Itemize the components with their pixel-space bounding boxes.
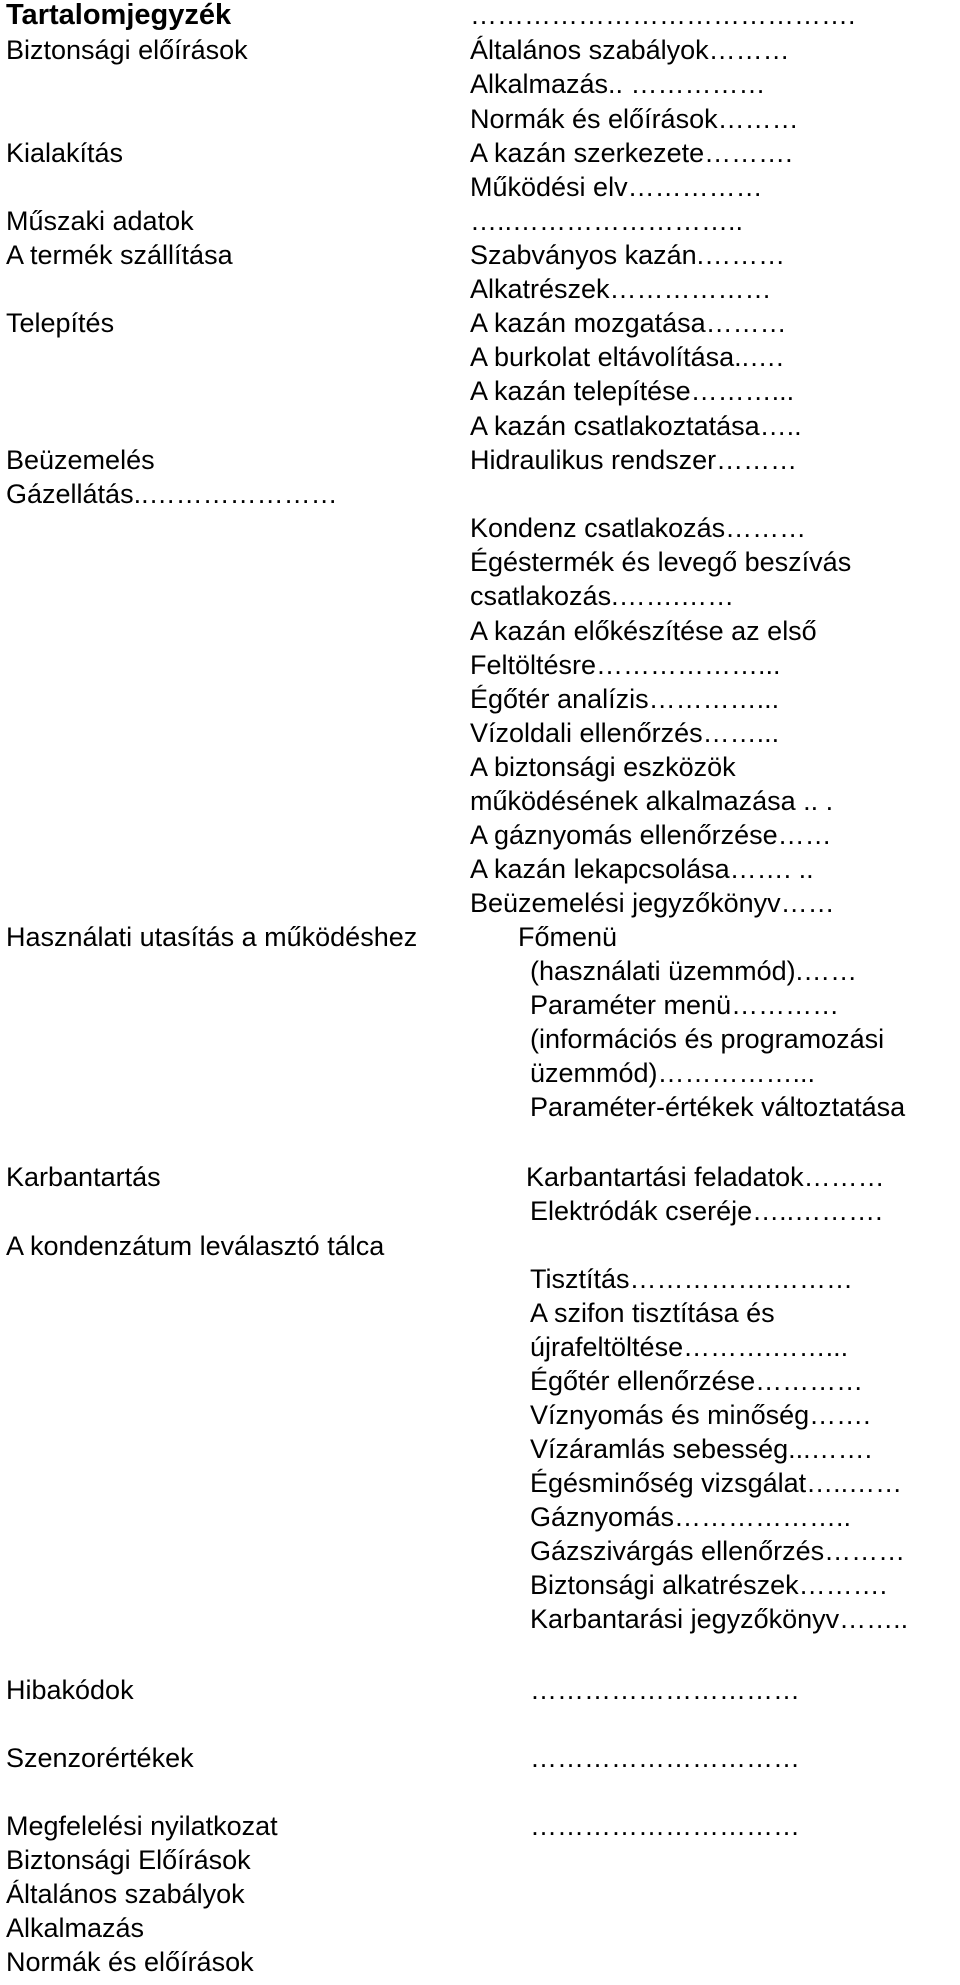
toc-entry[interactable]: Karbantarási jegyzőkönyv…….. bbox=[530, 1604, 909, 1634]
toc-section-szallitas[interactable]: A termék szállítása bbox=[6, 240, 233, 270]
toc-entry[interactable]: Tisztítás…………….……… bbox=[530, 1264, 854, 1294]
toc-section-normak[interactable]: Normák és előírások bbox=[6, 1947, 254, 1977]
toc-entry[interactable]: Víznyomás és minőség……. bbox=[530, 1400, 871, 1430]
toc-entry[interactable]: Általános szabályok……… bbox=[470, 35, 790, 65]
toc-entry[interactable]: A kazán csatlakoztatása….. bbox=[470, 411, 802, 441]
toc-entry[interactable]: Paraméter menü………… bbox=[530, 990, 840, 1020]
toc-section-muszaki[interactable]: Műszaki adatok bbox=[6, 206, 194, 236]
toc-entry[interactable]: A szifon tisztítása és bbox=[530, 1298, 775, 1328]
toc-entry[interactable]: A kazán lekapcsolása……. .. bbox=[470, 854, 814, 884]
toc-entry[interactable]: újrafeltöltése……….……... bbox=[530, 1332, 849, 1362]
toc-entry[interactable]: üzemmód)……………... bbox=[530, 1058, 816, 1088]
toc-entry[interactable]: Főmenü bbox=[518, 922, 618, 952]
toc-entry[interactable]: Égőtér ellenőrzése………… bbox=[530, 1366, 864, 1396]
toc-entry[interactable]: Égőtér analízis…………... bbox=[470, 684, 780, 714]
toc-section-biztonsagi-eloirasok[interactable]: Biztonsági Előírások bbox=[6, 1845, 251, 1875]
toc-entry[interactable]: (használati üzemmód).…… bbox=[530, 956, 858, 986]
toc-entry[interactable]: Paraméter-értékek változtatása bbox=[530, 1092, 906, 1122]
toc-entry[interactable]: csatlakozás.…….…… bbox=[470, 581, 735, 611]
toc-section-beuzemeles[interactable]: Beüzemelés bbox=[6, 445, 155, 475]
toc-entry[interactable]: Normák és előírások……… bbox=[470, 104, 799, 134]
toc-entry[interactable]: ……………………………………. bbox=[470, 0, 856, 30]
page-title: Tartalomjegyzék bbox=[6, 0, 232, 31]
toc-entry[interactable]: Biztonsági alkatrészek………. bbox=[530, 1570, 888, 1600]
toc-section-hibakodok[interactable]: Hibakódok bbox=[6, 1675, 134, 1705]
toc-entry[interactable]: Beüzemelési jegyzőkönyv…… bbox=[470, 888, 835, 918]
toc-entry[interactable]: Feltöltésre………………... bbox=[470, 650, 781, 680]
toc-entry[interactable]: Működési elv…………… bbox=[470, 172, 763, 202]
toc-section-gazellatas[interactable]: Gázellátás..………………… bbox=[6, 479, 338, 509]
toc-entry[interactable]: Gázszivárgás ellenőrzés……… bbox=[530, 1536, 906, 1566]
toc-section-telepites[interactable]: Telepítés bbox=[6, 308, 115, 338]
toc-entry[interactable]: Gáznyomás……………….. bbox=[530, 1502, 852, 1532]
toc-section-hasznalati[interactable]: Használati utasítás a működéshez bbox=[6, 922, 418, 952]
toc-entry[interactable]: Égésminőség vizsgálat…..…… bbox=[530, 1468, 903, 1498]
toc-entry[interactable]: ………………………… bbox=[530, 1743, 800, 1773]
toc-entry[interactable]: Hidraulikus rendszer……… bbox=[470, 445, 798, 475]
toc-entry[interactable]: Alkalmazás.. …………… bbox=[470, 69, 766, 99]
toc-entry[interactable]: Vízáramlás sebesség...……. bbox=[530, 1434, 873, 1464]
toc-section-altalanos[interactable]: Általános szabályok bbox=[6, 1879, 245, 1909]
toc-entry[interactable]: ………………………… bbox=[530, 1675, 800, 1705]
toc-entry[interactable]: működésének alkalmazása .. . bbox=[470, 786, 834, 816]
toc-entry[interactable]: Karbantartási feladatok……… bbox=[526, 1162, 885, 1192]
toc-entry[interactable]: …..…………………….. bbox=[470, 206, 744, 236]
toc-section-alkalmazas[interactable]: Alkalmazás bbox=[6, 1913, 145, 1943]
toc-entry[interactable]: A kazán mozgatása……… bbox=[470, 308, 787, 338]
toc-entry[interactable]: ………………………… bbox=[530, 1811, 800, 1841]
toc-entry[interactable]: Szabványos kazán.……… bbox=[470, 240, 786, 270]
toc-section-karbantartas[interactable]: Karbantartás bbox=[6, 1162, 161, 1192]
toc-section-biztonsagi[interactable]: Biztonsági előírások bbox=[6, 35, 248, 65]
toc-section-szenzor[interactable]: Szenzorértékek bbox=[6, 1743, 194, 1773]
toc-section-kialakitas[interactable]: Kialakítás bbox=[6, 138, 124, 168]
toc-entry[interactable]: Alkatrészek……………… bbox=[470, 274, 772, 304]
toc-entry[interactable]: Vízoldali ellenőrzés……... bbox=[470, 718, 780, 748]
toc-entry[interactable]: A burkolat eltávolítása..…. bbox=[470, 342, 784, 372]
toc-entry[interactable]: A kazán szerkezete………. bbox=[470, 138, 793, 168]
toc-section-megfelelesi[interactable]: Megfelelési nyilatkozat bbox=[6, 1811, 278, 1841]
toc-entry[interactable]: A kazán előkészítése az első bbox=[470, 616, 817, 646]
toc-entry[interactable]: A kazán telepítése………... bbox=[470, 376, 795, 406]
toc-entry[interactable]: Kondenz csatlakozás……… bbox=[470, 513, 807, 543]
toc-entry[interactable]: A gáznyomás ellenőrzése…… bbox=[470, 820, 832, 850]
toc-entry[interactable]: A biztonsági eszközök bbox=[470, 752, 736, 782]
toc-section-kondenzatum[interactable]: A kondenzátum leválasztó tálca bbox=[6, 1231, 385, 1261]
toc-entry[interactable]: (információs és programozási bbox=[530, 1024, 885, 1054]
toc-entry[interactable]: Elektródák cseréje…..………. bbox=[530, 1196, 883, 1226]
toc-entry[interactable]: Égéstermék és levegő beszívás bbox=[470, 547, 852, 577]
